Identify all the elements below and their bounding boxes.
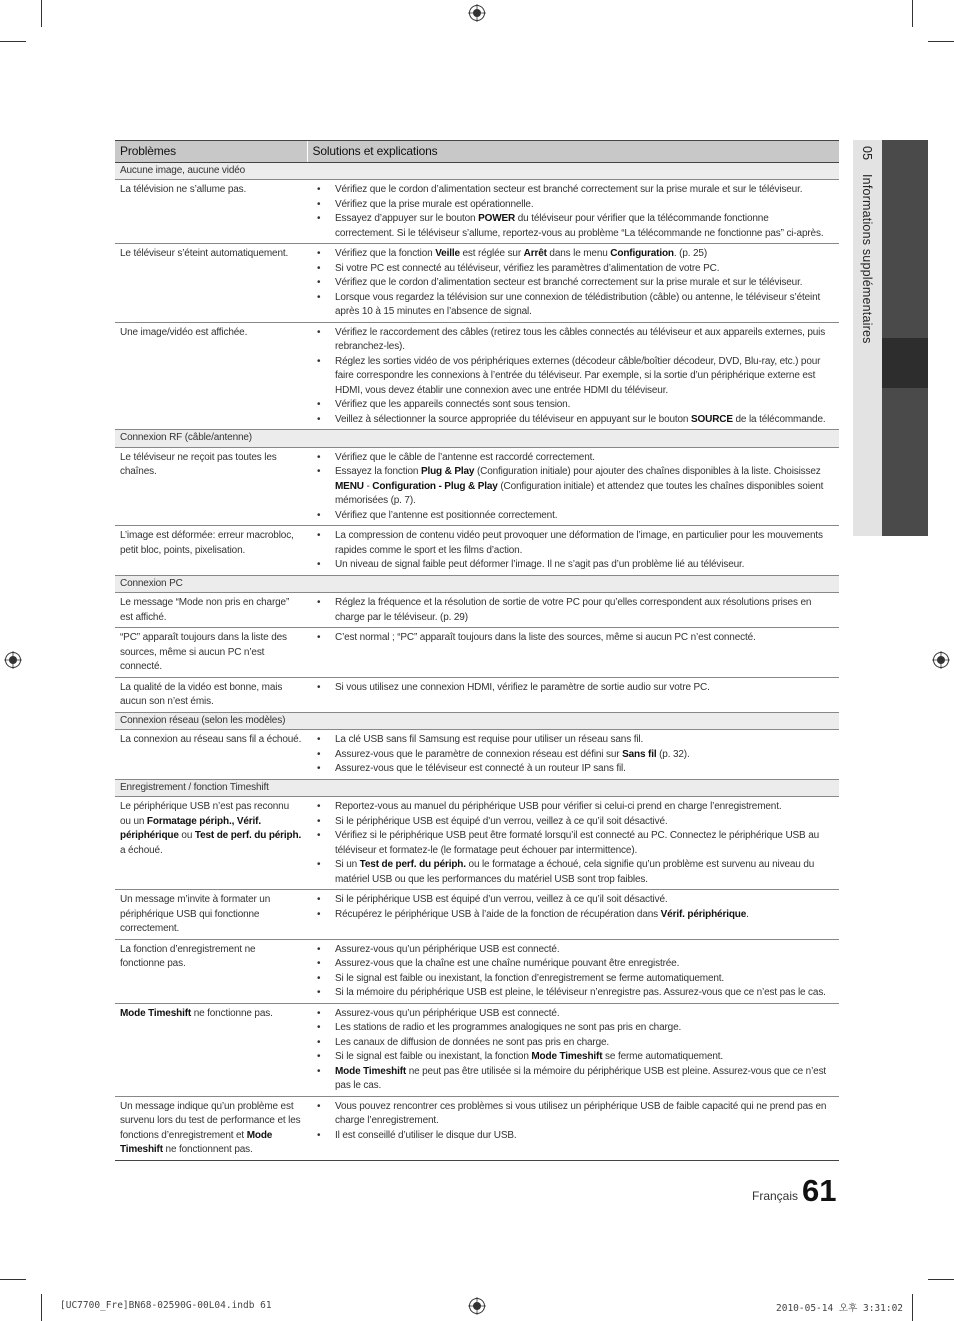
text-run: Vérifiez que le câble de l’antenne est raccordé correctement. [335,451,595,463]
table-row [115,677,839,712]
text-run: (Configuration initiale) et attendez que toutes les chaînes disponibles soient mémorisées (p. 7). [335,480,824,506]
problem-cell [115,890,307,940]
text-run: - [363,480,373,492]
text-run: ne peut pas être utilisée si la mémoire du périphérique USB est pleine. Assurez-vous que ce n’est pas le cas. [335,1065,827,1091]
text-run: La fonction d’enregistrement ne fonctionne pas. [120,943,256,969]
text-run: Un niveau de signal faible peut déformer l’image. Il ne s’agit pas d’un problème lié au téléviseur. [335,559,745,570]
print-slug-date: 2010-05-14 오후 3:31:02 [776,1303,904,1314]
bold-term: MENU [335,480,364,492]
solution-item [307,558,834,573]
solution-item [307,908,834,923]
text-run: Une image/vidéo est affichée. [120,326,248,338]
problem-cell [115,447,307,526]
text-run: ne fonctionnent pas. [162,1144,253,1155]
text-run: ou le formatage a échoué, cela signifie qu’un problème est survenu au niveau du matériel USB ou que les performances du matériel USB sont trop faibles. [335,859,815,885]
problem-cell [115,244,307,323]
registration-mark-icon [932,651,950,669]
problem-cell [115,1096,307,1160]
solution-item [307,1129,834,1144]
text-run: ne fonctionne pas. [191,1007,273,1019]
chapter-label [860,146,874,344]
text-run: “PC” apparaît toujours dans la liste des sources, même si aucun PC n’est connecté. [120,632,287,672]
solution-cell [307,890,839,940]
text-run: Le téléviseur s’éteint automatiquement. [120,248,289,259]
solution-cell [307,677,839,712]
table-row [115,939,839,1003]
solution-cell [307,526,839,576]
problem-cell [115,1003,307,1096]
bold-term: Formatage périph., [146,815,235,827]
text-run: Si la mémoire du périphérique USB est pleine, le téléviseur n’enregistre pas. Assurez-vous que ce n’est pas le cas. [335,987,826,998]
text-run: La télévision ne s’allume pas. [120,184,247,195]
text-run: Si le signal est faible ou inexistant, la fonction [335,1051,532,1062]
solution-cell [307,180,839,244]
crop-mark [0,41,26,42]
text-run: Si le périphérique USB est équipé d’un verrou, veillez à ce qu’il soit désactivé. [335,894,668,905]
solution-list [307,451,834,524]
table-row [115,1096,839,1160]
text-run: Vérifiez que la fonction [335,248,436,259]
text-run: du téléviseur pour vérifier que la télécommande fonctionne correctement. Si le téléviseur s’allume, reportez-vous au problème “La télécommande ne fonctionne pas” ci-après. [335,213,824,239]
bold-term: Test de perf. du périph. [194,830,302,841]
section-row [115,162,839,180]
text-run: Récupérez le périphérique USB à l’aide de la fonction de récupération dans [335,908,661,920]
table-body [115,162,839,1160]
bold-term: Configuration - Plug & Play [372,480,498,492]
solution-item [307,957,834,972]
bold-term: Mode Timeshift [335,1065,407,1077]
text-run: . (p. 25) [673,248,707,259]
bold-term: Sans fil [622,748,657,760]
table-row [115,244,839,323]
solution-item [307,276,834,291]
solution-item [307,465,834,509]
text-run: Assurez-vous que le téléviseur est connecté à un routeur IP sans fil. [335,763,626,774]
problem-cell [115,322,307,430]
text-run: Reportez-vous au manuel du périphérique USB pour vérifier si celui-ci prend en charge l’enregistrement. [335,801,782,812]
text-run: Veillez à sélectionner la source appropriée du téléviseur en appuyant sur le bouton [335,413,691,425]
text-run: Vérifiez que la prise murale est opérationnelle. [335,198,534,210]
solution-item [307,681,834,696]
solution-item [307,815,834,830]
chapter-tab-marker [882,338,928,388]
bold-term: Plug & Play [420,466,475,477]
solution-list [307,1100,834,1144]
text-run: Vérifiez que le cordon d’alimentation secteur est branché correctement sur la prise murale et sur le téléviseur. [335,277,803,288]
crop-mark [928,41,954,42]
solution-cell [307,1003,839,1096]
section-row [115,430,839,448]
solution-item [307,829,834,858]
section-title: Connexion RF (câble/antenne) [115,430,839,448]
solution-list [307,681,834,696]
solution-list [307,800,834,887]
section-row [115,575,839,593]
text-run: Un message indique qu’un problème est survenu lors du test de performance et les fonctions d’enregistrement et [120,1100,301,1141]
problem-cell [115,180,307,244]
text-run: La qualité de la vidéo est bonne, mais aucun son n’est émis. [120,681,283,707]
solution-item [307,1036,834,1051]
text-run: Réglez la fréquence et la résolution de sortie de votre PC pour qu’elles correspondent aux résolutions prises en charge par le téléviseur. (p. 29) [335,597,812,623]
solution-list [307,733,834,777]
problem-cell [115,677,307,712]
solution-cell [307,244,839,323]
solution-item [307,198,834,213]
solution-item [307,355,834,399]
table-row [115,1003,839,1096]
text-run: Les stations de radio et les programmes analogiques ne sont pas pris en charge. [335,1022,682,1033]
solution-list [307,326,834,428]
problem-cell [115,730,307,780]
solution-cell [307,447,839,526]
solution-item [307,1021,834,1036]
table-row [115,797,839,890]
solution-item [307,326,834,355]
bold-term: Vérif. périphérique [120,815,261,841]
table-header-row [115,141,839,163]
text-run: de la télécommande. [732,413,826,425]
text-run: Il est conseillé d’utiliser le disque dur USB. [335,1129,517,1141]
solution-item [307,247,834,262]
table-row [115,730,839,780]
text-run: Le périphérique USB n’est pas reconnu ou un [120,801,290,827]
solution-cell [307,593,839,628]
text-run: La clé USB sans fil Samsung est requise pour utiliser un réseau sans fil. [335,734,644,745]
text-run: Si un [335,859,360,870]
text-run: Vérifiez que le cordon d’alimentation secteur est branché correctement sur la prise murale et sur le téléviseur. [335,184,803,195]
text-run: La compression de contenu vidéo peut provoquer une déformation de l’image, en particulier pour les mouvements rapides comme le sport et les films d’action. [335,530,823,556]
section-title: Aucune image, aucune vidéo [115,162,839,180]
solution-list [307,529,834,573]
text-run: Si le périphérique USB est équipé d’un verrou, veillez à ce qu’il soit désactivé. [335,815,668,827]
table-row [115,628,839,678]
solution-item [307,893,834,908]
registration-mark-icon [468,1297,486,1315]
text-run: Lorsque vous regardez la télévision sur une connexion de télédistribution (câble) ou antenne, le téléviseur s’éteint après 10 à 15 minutes en l’absence de signal. [335,291,821,317]
page-number: 61 [802,1173,837,1208]
text-run: Vous pouvez rencontrer ces problèmes si vous utilisez un périphérique USB de faible capacité qui ne prend pas en charge l’enregistrement. [335,1100,827,1126]
bold-term: Veille [435,248,460,259]
text-run: Un message m’invite à formater un périphérique USB qui fonctionne correctement. [120,894,271,934]
section-title: Connexion réseau (selon les modèles) [115,712,839,730]
text-run: Si votre PC est connecté au téléviseur, vérifiez les paramètres d’alimentation de votre PC. [335,262,720,274]
registration-mark-icon [4,651,22,669]
registration-mark-icon [468,4,486,22]
text-run: (p. 32). [656,748,690,760]
solution-item [307,398,834,413]
solution-item [307,748,834,763]
section-row [115,712,839,730]
solution-list [307,247,834,320]
problem-cell [115,628,307,678]
bold-term: Vérif. périphérique [660,908,747,920]
table-row [115,526,839,576]
solution-item [307,631,834,646]
text-run: Réglez les sorties vidéo de vos périphériques externes (décodeur câble/boîtier décodeur, DVD, Blu-ray, etc.) pour faire correspondre les connexions à l’entrée du téléviseur. Par exemple, si la sortie d’un périphérique externe est HDMI, vous devez établir une connexion avec une entrée HDMI du téléviseur. [335,355,821,396]
problem-cell [115,526,307,576]
bold-term: POWER [478,213,516,224]
solution-item [307,733,834,748]
bold-term: Mode Timeshift [120,1007,192,1019]
solution-item [307,291,834,320]
troubleshooting-table [115,140,839,1161]
table-row [115,180,839,244]
solution-cell [307,322,839,430]
problem-cell [115,593,307,628]
text-run: Assurez-vous qu’un périphérique USB est connecté. [335,943,560,955]
text-run: . [746,908,749,920]
chapter-number: 05 [860,146,874,161]
bold-term: Mode Timeshift [120,1129,273,1155]
solution-item [307,183,834,198]
text-run: dans le menu [546,248,611,259]
text-run: Vérifiez que l’antenne est positionnée correctement. [335,509,558,521]
solution-list [307,943,834,1001]
text-run: se ferme automatiquement. [602,1051,724,1062]
solution-item [307,509,834,524]
table-row [115,447,839,526]
text-run: Si le signal est faible ou inexistant, la fonction d’enregistrement se ferme automatiquement. [335,972,725,984]
table-row [115,322,839,430]
solution-item [307,858,834,887]
crop-mark [41,0,42,27]
bold-term: Configuration [610,248,674,259]
print-slug-file: [UC7700_Fre]BN68-02590G-00L04.indb 61 [60,1300,272,1311]
text-run: Vérifiez si le périphérique USB peut être formaté lorsqu’il est connecté au PC. Connectez le périphérique USB au téléviseur et formatez-le (le formatage peut échouer par intermittence). [335,830,820,856]
text-run: L’image est déformée: erreur macrobloc, petit bloc, points, pixelisation. [120,530,294,556]
column-header-solutions: Solutions et explications [307,141,839,163]
solution-cell [307,628,839,678]
text-run: Vérifiez que les appareils connectés sont sous tension. [335,399,571,410]
solution-item [307,596,834,625]
text-run: Les canaux de diffusion de données ne sont pas pris en charge. [335,1036,610,1048]
solution-cell [307,939,839,1003]
crop-mark [0,1279,26,1280]
section-row [115,779,839,797]
chapter-title: Informations supplémentaires [860,174,874,344]
text-run: Si vous utilisez une connexion HDMI, vérifiez le paramètre de sortie audio sur votre PC. [335,681,710,693]
text-run: Assurez-vous que le paramètre de connexion réseau est défini sur [335,748,623,760]
solution-item [307,1065,834,1094]
solution-item [307,943,834,958]
solution-item [307,762,834,777]
solution-item [307,262,834,277]
bold-term: Mode Timeshift [531,1051,603,1062]
column-header-problems: Problèmes [115,141,307,163]
text-run: Assurez-vous que la chaîne est une chaîne numérique pouvant être enregistrée. [335,958,680,969]
text-run: ou [178,830,195,841]
crop-mark [912,1294,913,1321]
bold-term: Test de perf. du périph. [359,859,466,870]
solution-item [307,972,834,987]
bold-term: SOURCE [690,413,733,425]
solution-list [307,596,834,625]
table-row [115,593,839,628]
bold-term: Arrêt [523,248,547,259]
solution-cell [307,797,839,890]
crop-mark [41,1294,42,1321]
section-title: Connexion PC [115,575,839,593]
text-run: Vérifiez le raccordement des câbles (retirez tous les câbles connectés au téléviseur et aux appareils externes, puis rebranchez-les). [335,326,826,352]
solution-cell [307,730,839,780]
solution-item [307,1100,834,1129]
solution-item [307,1007,834,1022]
solution-item [307,212,834,241]
solution-item [307,800,834,815]
text-run: a échoué. [120,844,163,856]
text-run: Le message “Mode non pris en charge” est affiché. [120,597,290,623]
text-run: (Configuration initiale) pour ajouter des chaînes disponibles à la liste. Choisissez [474,466,821,477]
text-run: C’est normal ; “PC” apparaît toujours dans la liste des sources, même si aucun PC n’est connecté. [335,632,756,643]
crop-mark [912,0,913,27]
solution-item [307,529,834,558]
solution-item [307,413,834,428]
problem-cell [115,797,307,890]
text-run: Essayez d’appuyer sur le bouton [335,213,479,224]
text-run: La connexion au réseau sans fil a échoué. [120,734,302,745]
table-row [115,890,839,940]
solution-list [307,631,834,646]
text-run: Le téléviseur ne reçoit pas toutes les chaînes. [120,451,277,477]
solution-cell [307,1096,839,1160]
solution-list [307,1007,834,1094]
text-run: Assurez-vous qu’un périphérique USB est connecté. [335,1007,560,1019]
section-title: Enregistrement / fonction Timeshift [115,779,839,797]
solution-item [307,1050,834,1065]
text-run: Essayez la fonction [335,466,421,477]
footer-language: Français [752,1189,799,1203]
solution-list [307,893,834,922]
text-run: est réglée sur [459,248,524,259]
problem-cell [115,939,307,1003]
solution-list [307,183,834,241]
solution-item [307,451,834,466]
solution-item [307,986,834,1001]
crop-mark [928,1279,954,1280]
